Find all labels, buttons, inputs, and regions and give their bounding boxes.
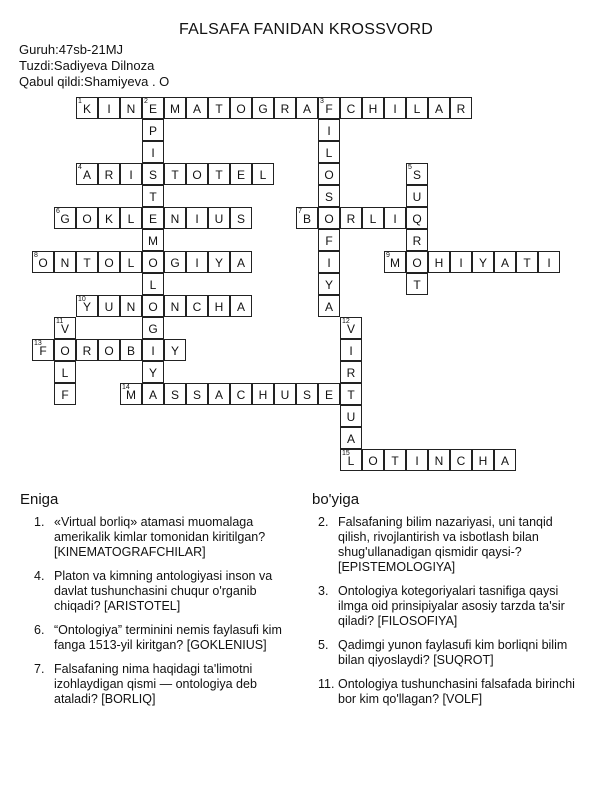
cell-letter: A	[434, 102, 443, 116]
crossword-cell	[340, 383, 362, 405]
clue-number: 1.	[34, 515, 45, 529]
clue-text: «Virtual borliq» atamasi muomalaga amerikalik kimlar tomonidan kiritilgan? [KINEMATOGRAFCHILAR]	[54, 515, 266, 559]
cell-letter: O	[60, 344, 70, 358]
crossword-cell	[164, 339, 186, 361]
cell-letter: B	[126, 344, 135, 358]
crossword-cell	[164, 295, 186, 317]
cell-letter: O	[104, 344, 114, 358]
cell-letter: E	[148, 102, 157, 116]
cell-letter: O	[324, 168, 334, 182]
cell-letter: L	[61, 366, 69, 380]
cell-letter: R	[412, 234, 422, 248]
cell-letter: O	[148, 300, 158, 314]
cell-letter: R	[346, 366, 356, 380]
down-heading: bo'yiga	[312, 491, 360, 508]
crossword-cell	[120, 251, 142, 273]
down-clue-list	[318, 515, 580, 716]
cell-letter: O	[236, 102, 246, 116]
crossword-cell	[230, 295, 252, 317]
cell-letter: N	[126, 102, 136, 116]
cell-letter: H	[258, 388, 268, 402]
cell-letter: K	[82, 102, 91, 116]
cell-letter: T	[523, 256, 531, 270]
crossword-cell	[406, 229, 428, 251]
cell-letter: O	[192, 168, 202, 182]
cell-letter: T	[215, 102, 223, 116]
cell-letter: U	[412, 190, 422, 204]
cell-letter: R	[346, 212, 356, 226]
cell-letter: C	[456, 454, 466, 468]
cell-letter: I	[393, 212, 397, 226]
across-clue-list	[34, 515, 296, 716]
crossword-cell	[406, 251, 428, 273]
crossword-cell	[186, 383, 208, 405]
cell-letter: Y	[324, 278, 333, 292]
cell-letter: H	[214, 300, 224, 314]
cell-letter: U	[346, 410, 356, 424]
cell-letter: I	[459, 256, 463, 270]
cell-letter: N	[434, 454, 444, 468]
cell-letter: A	[214, 388, 223, 402]
crossword-cell	[186, 251, 208, 273]
crossword-cell	[362, 207, 384, 229]
cell-letter: N	[170, 300, 180, 314]
crossword-cell	[318, 119, 340, 141]
cell-letter: L	[127, 256, 135, 270]
cell-letter: T	[391, 454, 399, 468]
crossword-cell	[54, 339, 76, 361]
cell-letter: S	[324, 190, 333, 204]
crossword-cell	[142, 339, 164, 361]
cell-letter: I	[151, 344, 155, 358]
clue-text: Ontologiya kotegoriyalari tasnifiga qaysi ilmga oid prinsipiyalar asosiy tarzda ta'sir qiladi? [FILOSOFIYA]	[338, 584, 565, 628]
crossword-cell	[208, 207, 230, 229]
crossword-cell	[384, 251, 406, 273]
cell-letter: G	[60, 212, 70, 226]
cell-number: 14	[122, 384, 130, 391]
crossword-cell	[340, 361, 362, 383]
cell-letter: A	[148, 388, 157, 402]
crossword-cell	[406, 185, 428, 207]
crossword-cell	[230, 383, 252, 405]
cell-letter: T	[83, 256, 91, 270]
clue-text: “Ontologiya” terminini nemis faylasufi kim fanga 1513-yil kiritgan? [GOKLENIUS]	[54, 623, 282, 652]
crossword-cell	[340, 405, 362, 427]
crossword-cell	[98, 339, 120, 361]
cell-letter: A	[302, 102, 311, 116]
crossword-cell	[230, 207, 252, 229]
crossword-cell	[120, 207, 142, 229]
cell-letter: V	[60, 322, 69, 336]
cell-letter: S	[148, 168, 157, 182]
crossword-cell	[186, 163, 208, 185]
crossword-cell	[472, 449, 494, 471]
crossword-cell	[230, 163, 252, 185]
group-info: Guruh:47sb-21MJ	[19, 42, 124, 57]
crossword-cell	[164, 251, 186, 273]
crossword-cell	[406, 207, 428, 229]
crossword-cell	[186, 207, 208, 229]
crossword-cell	[164, 163, 186, 185]
cell-letter: T	[149, 190, 157, 204]
crossword-cell	[296, 383, 318, 405]
crossword-cell	[54, 317, 76, 339]
crossword-cell	[54, 207, 76, 229]
crossword-cell	[406, 273, 428, 295]
cell-letter: U	[280, 388, 290, 402]
author-info: Tuzdi:Sadiyeva Dilnoza	[19, 58, 155, 73]
crossword-cell	[120, 295, 142, 317]
cell-letter: M	[126, 388, 136, 402]
crossword-cell	[54, 251, 76, 273]
cell-letter: A	[500, 256, 509, 270]
crossword-cell	[98, 251, 120, 273]
crossword-cell	[164, 97, 186, 119]
crossword-cell	[230, 97, 252, 119]
cell-number: 4	[78, 164, 82, 171]
cell-letter: H	[478, 454, 488, 468]
cell-letter: O	[412, 256, 422, 270]
cell-number: 13	[34, 340, 42, 347]
crossword-cell	[472, 251, 494, 273]
cell-letter: A	[346, 432, 355, 446]
crossword-cell	[318, 185, 340, 207]
cell-letter: I	[129, 168, 133, 182]
cell-letter: V	[346, 322, 355, 336]
cell-letter: O	[104, 256, 114, 270]
cell-letter: Y	[170, 344, 179, 358]
crossword-cell	[406, 97, 428, 119]
crossword-cell	[120, 97, 142, 119]
cell-letter: R	[104, 168, 114, 182]
cell-letter: C	[192, 300, 202, 314]
clue-item	[318, 584, 580, 629]
cell-letter: O	[82, 212, 92, 226]
crossword-cell	[340, 449, 362, 471]
crossword-cell	[120, 163, 142, 185]
crossword-cell	[208, 251, 230, 273]
clue-item	[318, 638, 580, 668]
crossword-cell	[120, 339, 142, 361]
crossword-cell	[340, 97, 362, 119]
crossword-cell	[406, 449, 428, 471]
crossword-cell	[76, 97, 98, 119]
cell-number: 10	[78, 296, 86, 303]
crossword-cell	[54, 383, 76, 405]
crossword-cell	[76, 295, 98, 317]
cell-number: 6	[56, 208, 60, 215]
cell-letter: U	[104, 300, 114, 314]
crossword-cell	[318, 273, 340, 295]
cell-letter: A	[236, 300, 245, 314]
crossword-cell	[164, 207, 186, 229]
crossword-cell	[252, 97, 274, 119]
cell-letter: Y	[148, 366, 157, 380]
cell-letter: L	[413, 102, 421, 116]
clue-text: Falsafaning nima haqidagi ta'limotni izohlaydigan qismi — ontologiya deb ataladi? [BORLIQ]	[54, 662, 257, 706]
cell-letter: S	[236, 212, 245, 226]
cell-letter: F	[325, 234, 333, 248]
crossword-cell	[406, 163, 428, 185]
crossword-cell	[98, 295, 120, 317]
cell-letter: T	[347, 388, 355, 402]
crossword-cell	[208, 97, 230, 119]
crossword-cell	[142, 361, 164, 383]
crossword-cell	[142, 229, 164, 251]
clue-item	[34, 623, 296, 653]
crossword-cell	[362, 449, 384, 471]
cell-letter: G	[148, 322, 158, 336]
clue-text: Qadimgi yunon faylasufi kim borliqni bilim bilan qiyoslaydi? [SUQROT]	[338, 638, 568, 667]
crossword-cell	[384, 449, 406, 471]
crossword-cell	[208, 383, 230, 405]
crossword-cell	[318, 295, 340, 317]
crossword-cell	[318, 383, 340, 405]
crossword-cell	[274, 97, 296, 119]
crossword-cell	[76, 207, 98, 229]
crossword-cell	[450, 97, 472, 119]
cell-letter: U	[214, 212, 224, 226]
cell-letter: L	[325, 146, 333, 160]
cell-letter: A	[236, 256, 245, 270]
cell-letter: Y	[214, 256, 223, 270]
cell-letter: O	[368, 454, 378, 468]
crossword-cell	[362, 97, 384, 119]
crossword-cell	[164, 383, 186, 405]
cell-letter: I	[327, 124, 331, 138]
crossword-cell	[98, 163, 120, 185]
cell-letter: L	[127, 212, 135, 226]
reviewer-info: Qabul qildi:Shamiyeva . O	[19, 74, 170, 89]
cell-number: 2	[144, 98, 148, 105]
cell-letter: I	[349, 344, 353, 358]
crossword-cell	[274, 383, 296, 405]
crossword-cell	[142, 119, 164, 141]
cell-letter: I	[195, 212, 199, 226]
crossword-cell	[142, 163, 164, 185]
crossword-cell	[252, 383, 274, 405]
cell-letter: R	[280, 102, 290, 116]
crossword-cell	[142, 185, 164, 207]
crossword-cell	[296, 207, 318, 229]
cell-letter: P	[148, 124, 157, 138]
cell-letter: Y	[478, 256, 487, 270]
cell-letter: H	[434, 256, 444, 270]
cell-letter: C	[236, 388, 246, 402]
cell-number: 15	[342, 450, 350, 457]
crossword-cell	[516, 251, 538, 273]
crossword-cell	[340, 339, 362, 361]
crossword-cell	[340, 427, 362, 449]
cell-letter: N	[170, 212, 180, 226]
cell-letter: L	[259, 168, 267, 182]
crossword-cell	[76, 339, 98, 361]
cell-letter: S	[302, 388, 311, 402]
cell-letter: E	[324, 388, 333, 402]
cell-number: 8	[34, 252, 38, 259]
clue-text: Ontologiya tushunchasini falsafada birinchi bor kim qo'llagan? [VOLF]	[338, 677, 575, 706]
crossword-cell	[494, 251, 516, 273]
clue-number: 6.	[34, 623, 45, 637]
crossword-cell	[186, 97, 208, 119]
crossword-cell	[98, 97, 120, 119]
cell-letter: L	[347, 454, 355, 468]
cell-letter: A	[500, 454, 509, 468]
cell-letter: O	[324, 212, 334, 226]
crossword-cell	[318, 207, 340, 229]
crossword-cell	[32, 339, 54, 361]
across-heading: Eniga	[20, 491, 59, 508]
cell-letter: R	[82, 344, 92, 358]
cell-letter: S	[170, 388, 179, 402]
cell-letter: T	[413, 278, 421, 292]
crossword-cell	[186, 295, 208, 317]
cell-letter: I	[415, 454, 419, 468]
cell-letter: G	[258, 102, 268, 116]
cell-letter: M	[390, 256, 400, 270]
clue-item	[34, 569, 296, 614]
crossword-cell	[318, 163, 340, 185]
cell-letter: E	[236, 168, 245, 182]
clue-number: 5.	[318, 638, 329, 652]
crossword-cell	[384, 207, 406, 229]
crossword-cell	[230, 251, 252, 273]
crossword-cell	[428, 449, 450, 471]
crossword-cell	[318, 97, 340, 119]
clue-item	[34, 662, 296, 707]
cell-number: 11	[56, 318, 64, 325]
crossword-cell	[450, 251, 472, 273]
crossword-cell	[76, 251, 98, 273]
crossword-cell	[142, 383, 164, 405]
cell-letter: C	[346, 102, 356, 116]
cell-letter: M	[148, 234, 158, 248]
clue-number: 7.	[34, 662, 45, 676]
cell-letter: N	[126, 300, 136, 314]
cell-number: 7	[298, 208, 302, 215]
cell-letter: K	[104, 212, 113, 226]
crossword-cell	[450, 449, 472, 471]
cell-letter: H	[368, 102, 378, 116]
cell-letter: I	[547, 256, 551, 270]
cell-letter: O	[38, 256, 48, 270]
cell-letter: R	[456, 102, 466, 116]
crossword-cell	[208, 163, 230, 185]
cell-letter: I	[107, 102, 111, 116]
clue-text: Platon va kimning antologiyasi inson va davlat tushunchasini chuqur o'rganib chiqadi? [ARISTOTEL]	[54, 569, 273, 613]
crossword-cell	[98, 207, 120, 229]
crossword-cell	[252, 163, 274, 185]
cell-letter: I	[151, 146, 155, 160]
cell-letter: M	[170, 102, 180, 116]
cell-letter: T	[171, 168, 179, 182]
clue-number: 4.	[34, 569, 45, 583]
cell-number: 12	[342, 318, 350, 325]
crossword-cell	[318, 229, 340, 251]
clue-number: 11.	[318, 677, 335, 691]
crossword-cell	[142, 141, 164, 163]
clue-text: Falsafaning bilim nazariyasi, uni tanqid qilish, rivojlantirish va isbotlash bilan shug'ullanadigan qismidir qaysi-? [EPISTEMOLOGIYA]	[338, 515, 553, 574]
crossword-cell	[428, 97, 450, 119]
clue-number: 2.	[318, 515, 329, 529]
crossword-cell	[318, 251, 340, 273]
cell-letter: S	[192, 388, 201, 402]
clue-item	[318, 677, 580, 707]
crossword-cell	[384, 97, 406, 119]
crossword-cell	[142, 251, 164, 273]
cell-number: 3	[320, 98, 324, 105]
clue-item	[34, 515, 296, 560]
cell-letter: E	[148, 212, 157, 226]
crossword-cell	[428, 251, 450, 273]
cell-letter: Y	[82, 300, 91, 314]
cell-letter: L	[369, 212, 377, 226]
cell-letter: N	[60, 256, 70, 270]
cell-letter: Q	[412, 212, 422, 226]
cell-letter: L	[149, 278, 157, 292]
cell-letter: T	[215, 168, 223, 182]
cell-letter: I	[327, 256, 331, 270]
cell-letter: B	[302, 212, 311, 226]
crossword-cell	[76, 163, 98, 185]
clue-item	[318, 515, 580, 575]
crossword-cell	[340, 317, 362, 339]
cell-letter: I	[195, 256, 199, 270]
page-title: FALSAFA FANIDAN KROSSVORD	[179, 21, 433, 38]
cell-number: 9	[386, 252, 390, 259]
cell-letter: A	[192, 102, 201, 116]
crossword-cell	[340, 207, 362, 229]
crossword-cell	[142, 97, 164, 119]
crossword-cell	[142, 295, 164, 317]
cell-letter: F	[61, 388, 69, 402]
cell-letter: S	[412, 168, 421, 182]
crossword-cell	[142, 317, 164, 339]
crossword-cell	[142, 273, 164, 295]
cell-letter: F	[39, 344, 47, 358]
crossword-cell	[120, 383, 142, 405]
crossword-cell	[318, 141, 340, 163]
clue-number: 3.	[318, 584, 329, 598]
cell-letter: A	[82, 168, 91, 182]
cell-letter: O	[148, 256, 158, 270]
cell-letter: F	[325, 102, 333, 116]
cell-letter: A	[324, 300, 333, 314]
crossword-cell	[142, 207, 164, 229]
crossword-cell	[54, 361, 76, 383]
crossword-cell	[32, 251, 54, 273]
cell-number: 1	[78, 98, 82, 105]
crossword-cell	[494, 449, 516, 471]
cell-letter: G	[170, 256, 180, 270]
crossword-cell	[538, 251, 560, 273]
cell-number: 5	[408, 164, 412, 171]
crossword-cell	[296, 97, 318, 119]
crossword-cell	[208, 295, 230, 317]
cell-letter: I	[393, 102, 397, 116]
